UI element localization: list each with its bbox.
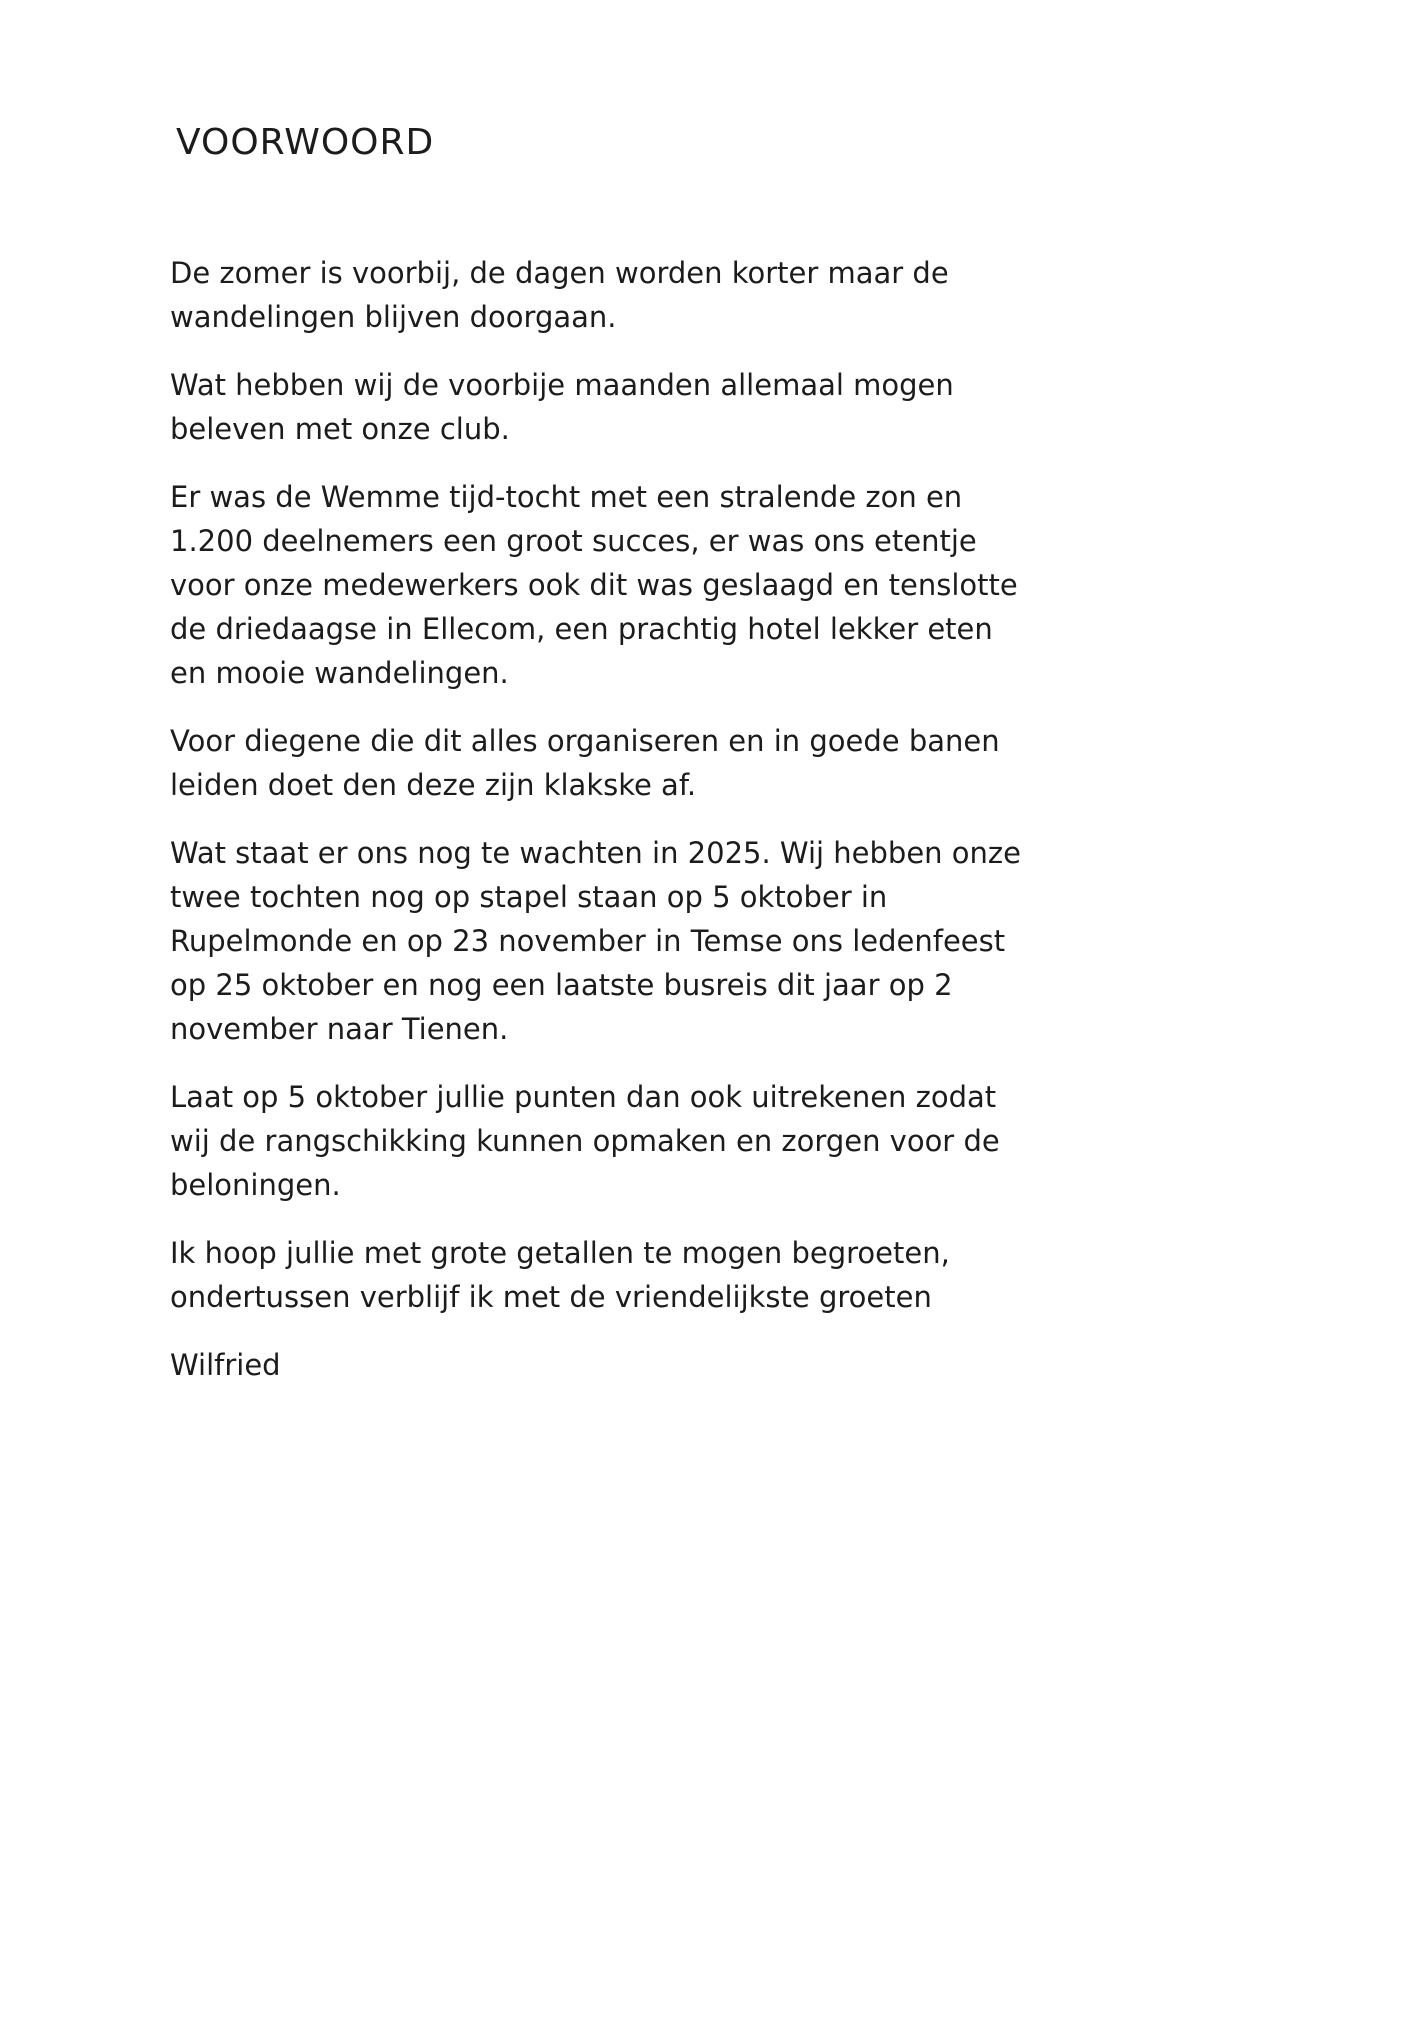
paragraph: Er was de Wemme tijd-tocht met een stralende zon en 1.200 deelnemers een groot succes, er was ons etentje voor onze medewerkers ook dit was geslaagd en tenslotte de driedaagse in Ellecom, een prachtig hotel lekker eten en mooie wandelingen. — [170, 480, 1018, 690]
paragraph: Wat staat er ons nog te wachten in 2025. Wij hebben onze twee tochten nog op stapel staan op 5 oktober in Rupelmonde en op 23 november in Temse ons ledenfeest op 25 oktober en nog een laatste busreis dit jaar op 2 november naar Tienen. — [170, 836, 1021, 1046]
paragraph: De zomer is voorbij, de dagen worden korter maar de wandelingen blijven doorgaan. — [170, 256, 949, 334]
signature: Wilfried — [170, 1348, 281, 1382]
document-body — [170, 251, 1030, 1387]
paragraph: Ik hoop jullie met grote getallen te mogen begroeten, ondertussen verblijf ik met de vriendelijkste groeten — [170, 1236, 950, 1314]
page-title: VOORWOORD — [176, 122, 435, 163]
paragraph: Laat op 5 oktober jullie punten dan ook uitrekenen zodat wij de rangschikking kunnen opmaken en zorgen voor de beloningen. — [170, 1080, 1000, 1202]
paragraph: Wat hebben wij de voorbije maanden allemaal mogen beleven met onze club. — [170, 368, 954, 446]
paragraph: Voor diegene die dit alles organiseren en in goede banen leiden doet den deze zijn klakske af. — [170, 724, 1000, 802]
